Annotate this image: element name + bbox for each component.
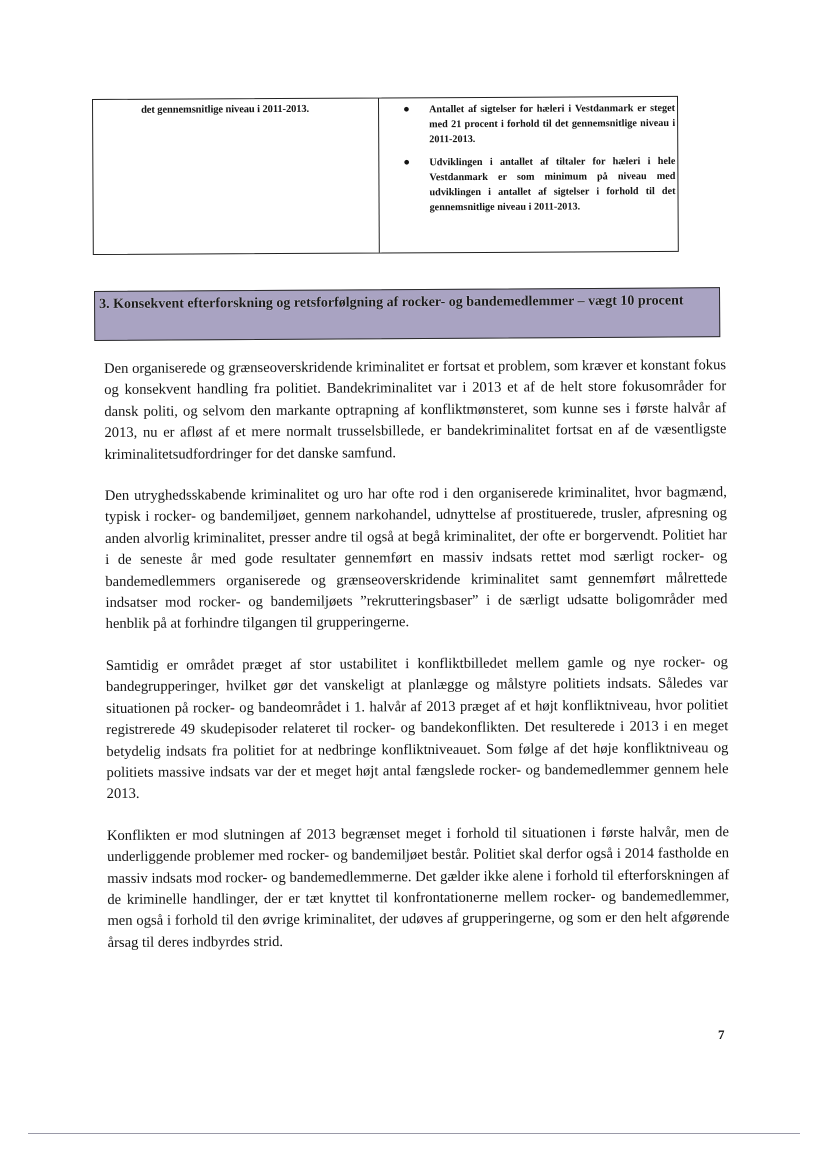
body-text xyxy=(104,355,730,974)
section-heading: 3. Konsekvent efterforskning og retsforfølgning af rocker- og bandemedlemmer – vægt 10 procent xyxy=(99,293,684,312)
paragraph: Samtidig er området præget af stor ustabilitet i konfliktbilledet mellem gamle og nye rocker- og bandegrupperinger, hvilket gør det vanskeligt at planlægge og målstyre politiets indsats. Således var situationen på rocker- og bandeområdet i 1. halvår af 2013 præget af et højt konfliktniveau, hvor politiet registrerede 49 skudepisoder relateret til rocker- og bandekonflikten. Det resulterede i 2013 i en meget betydelig indsats fra politiet for at nedbringe konfliktniveauet. Som følge af det høje konfliktniveau og politiets massive indsats var der et meget højt antal fængslede rocker- og bandemedlemmer gennem hele 2013. xyxy=(105,654,729,803)
table-bullet-text: Antallet af sigtelser for hæleri i Vestdanmark er steget med 21 procent i forhold til det gennemsnitlige niveau i 2011-2013. xyxy=(429,102,676,146)
table-column-divider xyxy=(378,98,380,252)
table-right-cell xyxy=(393,101,676,223)
page-number: 7 xyxy=(718,1027,725,1042)
bullet-icon: ● xyxy=(403,103,410,116)
paragraph: Den organiserede og grænseoverskridende kriminalitet er fortsat et problem, som kræver et konstant fokus og konsekvent handling fra politiet. Bandekriminalitet var i 2013 et af de helt store fokusområder for dansk politi, og selvom den markante optrapning af konfliktmønsteret, som kunne ses i første halvår af 2013, nu er afløst af et mere normalt trusselsbillede, er bandekriminalitet fortsat en af de væsentligste kriminalitetsudfordringer for det danske samfund. xyxy=(104,357,727,463)
table-bullet-text: Udviklingen i antallet af tiltaler for hæleri i hele Vestdanmark er som minimum på niveau med udviklingen i antallet af sigtelser i forhold til det gennemsnitlige niveau i 2011-2013. xyxy=(429,155,676,214)
section-heading-banner xyxy=(94,287,720,341)
footer-rule xyxy=(28,1133,800,1134)
criteria-table xyxy=(92,96,679,255)
table-left-cell: det gennemsnitlige niveau i 2011-2013. xyxy=(141,103,310,116)
bullet-icon: ● xyxy=(403,156,411,169)
table-bullet-item xyxy=(393,101,675,147)
paragraph: Konflikten er mod slutningen af 2013 begrænset meget i forhold til situationen i første halvår, men de underliggende problemer med rocker- og bandemiljøet består. Politiet skal derfor også i 2014 fastholde en massiv indsats mod rocker- og bandemedlemmerne. Det gælder ikke alene i forhold til efterforskningen af de kriminelle handlinger, der er tæt knyttet til konfrontationerne mellem rocker- og bandemedlemmer, men også i forhold til den øvrige kriminalitet, der udøves af grupperingerne, og som er den helt afgørende årsag til deres indbyrdes strid. xyxy=(106,823,730,951)
paragraph: Den utryghedsskabende kriminalitet og uro har ofte rod i den organiserede kriminalitet, hvor bagmænd, typisk i rocker- og bandemiljøet, gennem narkohandel, udnyttelse af prostituerede, trusler, afpresning og anden alvorlig kriminalitet, presser andre til også at begå kriminalitet, der ofte er borgervendt. Politiet har i de seneste år med gode resultater gennemført en massiv indsats rettet mod særligt rocker- og bandemedlemmers organiserede og grænseoverskridende kriminalitet samt gennemført målrettede indsatser mod rocker- og bandemiljøets ”rekrutteringsbaser” i de særligt udsatte boligområder med henblik på at forhindre tilgangen til grupperingerne. xyxy=(104,484,728,633)
table-bullet-item xyxy=(393,154,675,215)
